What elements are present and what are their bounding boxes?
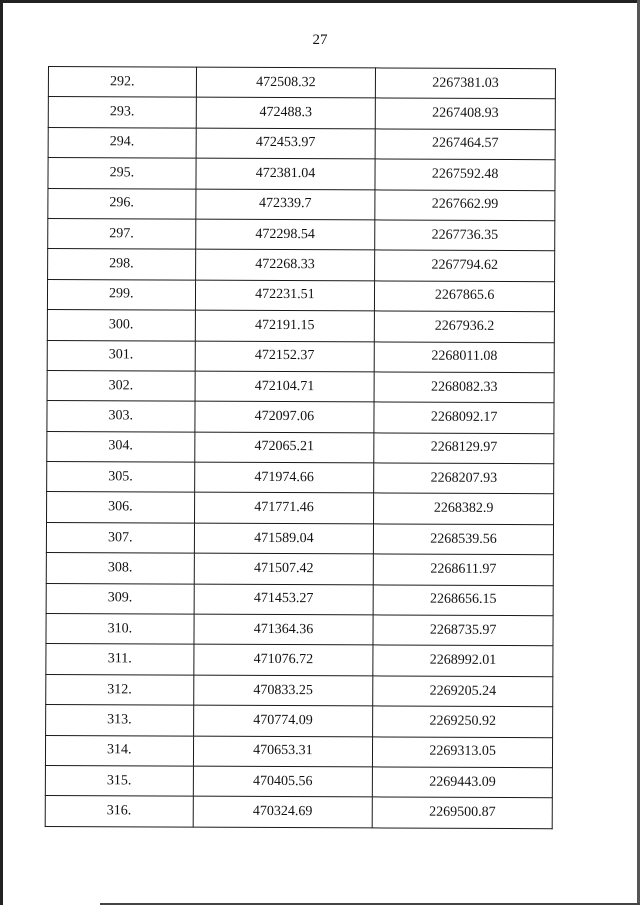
point-number-cell: 299. [47,279,195,310]
x-coordinate-cell: 471076.72 [193,645,373,676]
point-number-cell: 294. [48,127,196,158]
table-row [46,553,553,586]
x-coordinate-cell: 472488.3 [196,98,376,129]
table-row [45,765,552,798]
table-row [46,583,553,616]
y-coordinate-cell: 2267865.6 [375,281,555,312]
y-coordinate-cell: 2268735.97 [373,615,553,646]
y-coordinate-cell: 2267408.93 [375,98,555,129]
x-coordinate-cell: 472104.71 [195,371,375,402]
table-row [47,492,554,525]
point-number-cell: 300. [47,310,195,341]
table-row [46,674,553,707]
x-coordinate-cell: 472065.21 [194,432,374,463]
point-number-cell: 306. [47,492,195,523]
y-coordinate-cell: 2268092.17 [374,402,554,433]
table-row [47,340,554,373]
table-row [47,370,554,403]
y-coordinate-cell: 2267662.99 [375,189,555,220]
x-coordinate-cell: 470774.09 [193,705,373,736]
x-coordinate-cell: 471364.36 [194,614,374,645]
table-row [45,796,552,829]
y-coordinate-cell: 2268382.9 [374,493,554,524]
x-coordinate-cell: 470653.31 [193,736,373,767]
x-coordinate-cell: 472191.15 [195,310,375,341]
y-coordinate-cell: 2269500.87 [372,797,552,828]
x-coordinate-cell: 470833.25 [193,675,373,706]
table-row [47,279,554,312]
table-row [47,401,554,434]
point-number-cell: 296. [48,188,196,219]
point-number-cell: 293. [48,97,196,128]
y-coordinate-cell: 2267936.2 [375,311,555,342]
x-coordinate-cell: 471589.04 [194,523,374,554]
table-row [46,644,553,677]
point-number-cell: 316. [45,796,193,827]
y-coordinate-cell: 2267464.57 [375,129,555,160]
table-row [48,127,555,160]
x-coordinate-cell: 472298.54 [195,219,375,250]
point-number-cell: 313. [46,705,194,736]
table-row [48,97,555,130]
point-number-cell: 310. [46,614,194,645]
x-coordinate-cell: 472453.97 [196,128,376,159]
point-number-cell: 304. [47,431,195,462]
table-row [47,310,554,343]
y-coordinate-cell: 2267592.48 [375,159,555,190]
y-coordinate-cell: 2269313.05 [373,737,553,768]
table-row [47,431,554,464]
x-coordinate-cell: 472097.06 [195,401,375,432]
page-number: 27 [312,32,328,48]
table-row [48,218,555,251]
table-row [48,249,555,282]
y-coordinate-cell: 2269205.24 [373,676,553,707]
scan-border-left [0,0,3,905]
x-coordinate-cell: 472339.7 [195,189,375,220]
x-coordinate-cell: 471771.46 [194,493,374,524]
table-row [48,158,555,191]
point-number-cell: 295. [48,158,196,189]
point-number-cell: 297. [48,218,196,249]
x-coordinate-cell: 472152.37 [195,341,375,372]
y-coordinate-cell: 2268082.33 [374,372,554,403]
x-coordinate-cell: 471507.42 [194,553,374,584]
y-coordinate-cell: 2269250.92 [373,706,553,737]
table-row [46,705,553,738]
table-row [45,735,552,768]
x-coordinate-cell: 471453.27 [194,584,374,615]
point-number-cell: 312. [46,674,194,705]
coordinates-table [45,66,556,829]
point-number-cell: 309. [46,583,194,614]
y-coordinate-cell: 2268207.93 [374,463,554,494]
point-number-cell: 301. [47,340,195,371]
x-coordinate-cell: 472381.04 [196,158,376,189]
table-row [46,614,553,647]
table-row [47,462,554,495]
y-coordinate-cell: 2268992.01 [373,645,553,676]
y-coordinate-cell: 2269443.09 [373,767,553,798]
x-coordinate-cell: 472508.32 [196,67,376,98]
table-row [48,67,555,100]
point-number-cell: 298. [48,249,196,280]
x-coordinate-cell: 470324.69 [193,797,373,828]
y-coordinate-cell: 2268011.08 [374,341,554,372]
point-number-cell: 308. [46,553,194,584]
y-coordinate-cell: 2268129.97 [374,433,554,464]
y-coordinate-cell: 2267736.35 [375,220,555,251]
y-coordinate-cell: 2268539.56 [374,524,554,555]
x-coordinate-cell: 472231.51 [195,280,375,311]
point-number-cell: 292. [48,67,196,98]
point-number-cell: 315. [45,765,193,796]
scan-border-top [0,0,640,3]
y-coordinate-cell: 2268656.15 [373,585,553,616]
point-number-cell: 305. [47,462,195,493]
y-coordinate-cell: 2267794.62 [375,250,555,281]
coordinates-table-body [45,67,555,829]
point-number-cell: 303. [47,401,195,432]
point-number-cell: 307. [46,522,194,553]
point-number-cell: 314. [45,735,193,766]
x-coordinate-cell: 471974.66 [194,462,374,493]
y-coordinate-cell: 2268611.97 [373,554,553,585]
point-number-cell: 302. [47,370,195,401]
table-row [48,188,555,221]
y-coordinate-cell: 2267381.03 [376,68,556,99]
x-coordinate-cell: 470405.56 [193,766,373,797]
x-coordinate-cell: 472268.33 [195,249,375,280]
table-row [46,522,553,555]
point-number-cell: 311. [46,644,194,675]
